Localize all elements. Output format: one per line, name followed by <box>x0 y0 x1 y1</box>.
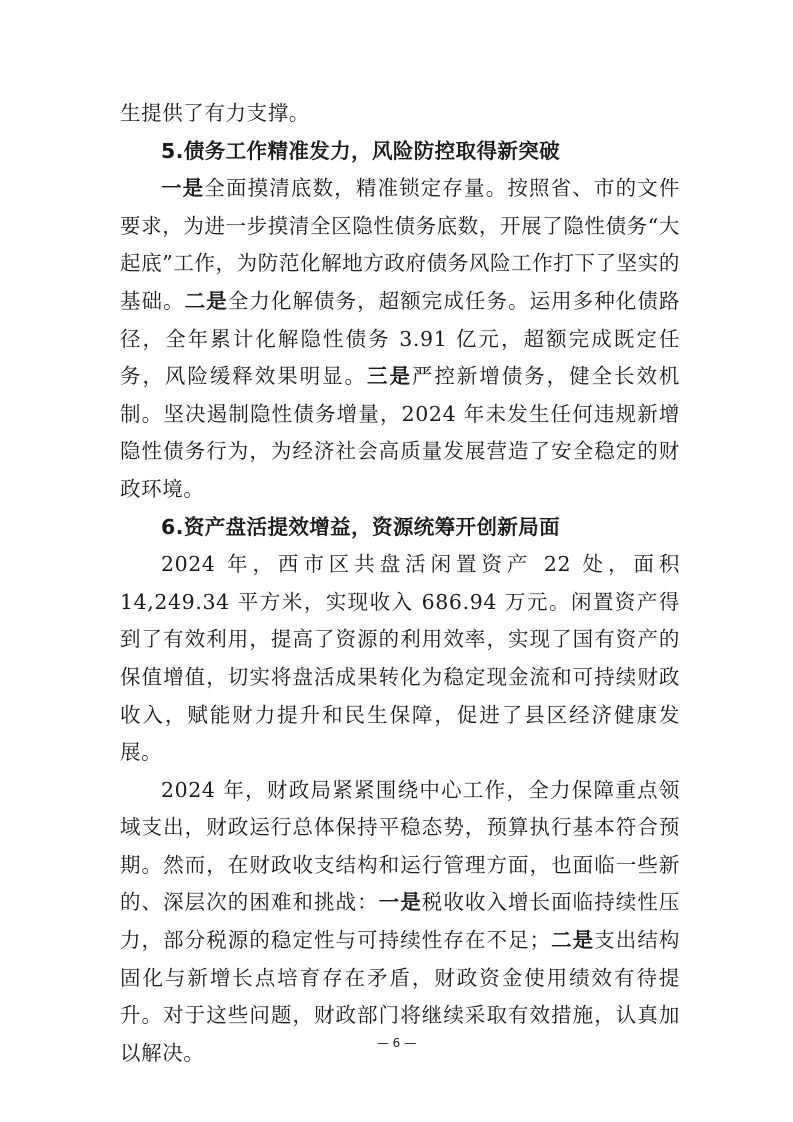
section-heading-5: 5.债务工作精准发力，风险防控取得新突破 <box>161 138 561 163</box>
assets-paragraph: 2024 年，西市区共盘活闲置资产 22 处，面积 14,249.34 平方米，实现收入 686.94 万元。闲置资产得到了有效利用，提高了资源的利用效率，实现了国有资产的保值增值，切实将盘活成果转化为稳定现金流和可持续财政收入，赋能财力提升和民生保障，促进了县区经济健康发展。 <box>120 552 680 765</box>
summary-paragraph <box>120 772 680 1073</box>
keyword-first: 一是 <box>161 176 205 201</box>
page-number: — 6 — <box>376 1036 417 1050</box>
continuation-paragraph: 生提供了有力支撑。 <box>120 101 310 125</box>
section-heading-6: 6.资产盘活提效增益，资源统筹开创新局面 <box>161 514 561 539</box>
summary-text-2: 税收收入增长面临持续性压力，部分税源的稳定性与可持续性存在不足； <box>120 890 681 953</box>
summary-text-3: 支出结构固化与新增长点培育存在矛盾，财政资金使用绩效有待提升。对于这些问题，财政部门将继续采取有效措施，认真加以解决。 <box>120 928 681 1065</box>
summary-text-1: 2024 年，财政局紧紧围绕中心工作，全力保障重点领域支出，财政运行总体保持平稳态势，预算执行基本符合预期。然而，在财政收支结构和运行管理方面，也面临一些新的、深层次的困难和挑战： <box>120 777 680 915</box>
summary-keyword-first: 一是 <box>378 890 422 915</box>
keyword-third: 三是 <box>367 364 412 389</box>
debt-text-2: 全力化解债务，超额完成任务。运用多种化债路径，全年累计化解隐性债务 3.91 亿元，超额完成既定任务，风险缓释效果明显。 <box>120 288 680 389</box>
debt-text-1: 全面摸清底数，精准锁定存量。按照省、市的文件要求，为进一步摸清全区隐性债务底数，开展了隐性债务“大起底”工作，为防范化解地方政府债务风险工作打下了坚实的基础。 <box>120 176 680 313</box>
document-body <box>120 95 680 1072</box>
keyword-second: 二是 <box>184 288 228 313</box>
debt-text-3: 严控新增债务，健全长效机制。坚决遏制隐性债务增量，2024 年未发生任何违规新增隐性债务行为，为经济社会高质量发展营造了安全稳定的财政环境。 <box>120 364 681 501</box>
debt-paragraph <box>120 170 680 508</box>
summary-keyword-second: 二是 <box>550 928 595 953</box>
